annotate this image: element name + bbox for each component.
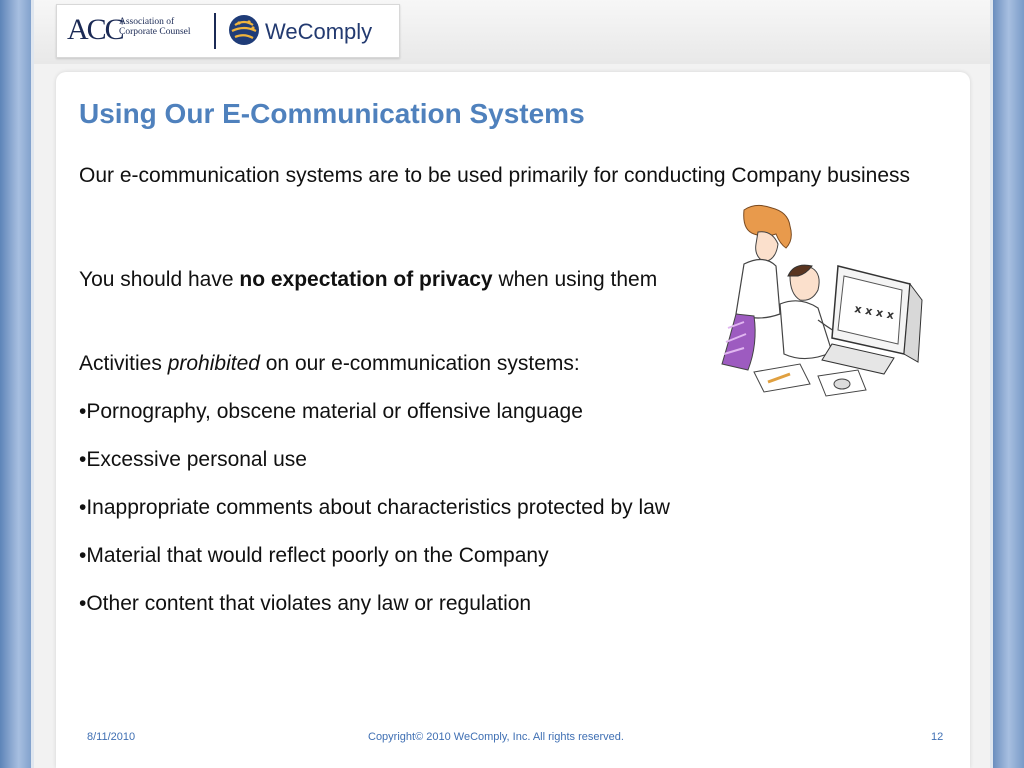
prohibited-suffix: on our e-communication systems: <box>259 352 580 375</box>
acc-logo: ACC <box>67 13 123 46</box>
footer-copyright: Copyright© 2010 WeComply, Inc. All rights reserved. <box>368 731 624 743</box>
prohibited-activities-list <box>79 396 670 636</box>
prohibited-prefix: Activities <box>79 352 168 375</box>
wecomply-logo-text: WeComply <box>265 19 373 44</box>
page-number: 12 <box>931 731 944 743</box>
privacy-bold-text: no expectation of privacy <box>239 268 493 291</box>
acc-subtitle-line2: Corporate Counsel <box>119 27 191 37</box>
acc-logo-subtitle <box>119 17 191 37</box>
wecomply-globe-icon <box>227 13 261 47</box>
prohibited-heading <box>79 348 580 379</box>
list-item: •Other content that violates any law or regulation <box>79 592 532 615</box>
list-item: •Material that would reflect poorly on the Company <box>79 544 549 567</box>
list-item: •Pornography, obscene material or offensive language <box>79 400 583 423</box>
monitor-screen-text: x x x x <box>853 302 896 322</box>
slide-title: Using Our E-Communication Systems <box>79 98 585 129</box>
footer-date: 8/11/2010 <box>87 731 136 743</box>
usage-paragraph: Our e-communication systems are to be used primarily for conducting Company business <box>79 164 911 187</box>
prohibited-italic-text: prohibited <box>167 352 260 375</box>
list-item: •Inappropriate comments about characteristics protected by law <box>79 496 670 519</box>
right-decorative-stripe <box>990 0 1024 768</box>
list-item: •Excessive personal use <box>79 448 307 471</box>
acc-subtitle-line1: Association of <box>119 17 175 27</box>
logo-divider <box>214 13 216 49</box>
privacy-suffix: when using them <box>492 268 658 291</box>
left-decorative-stripe <box>0 0 34 768</box>
logo-box <box>56 4 400 58</box>
privacy-statement <box>79 264 657 295</box>
people-at-computer-illustration <box>714 204 930 404</box>
privacy-prefix: You should have <box>79 268 240 291</box>
